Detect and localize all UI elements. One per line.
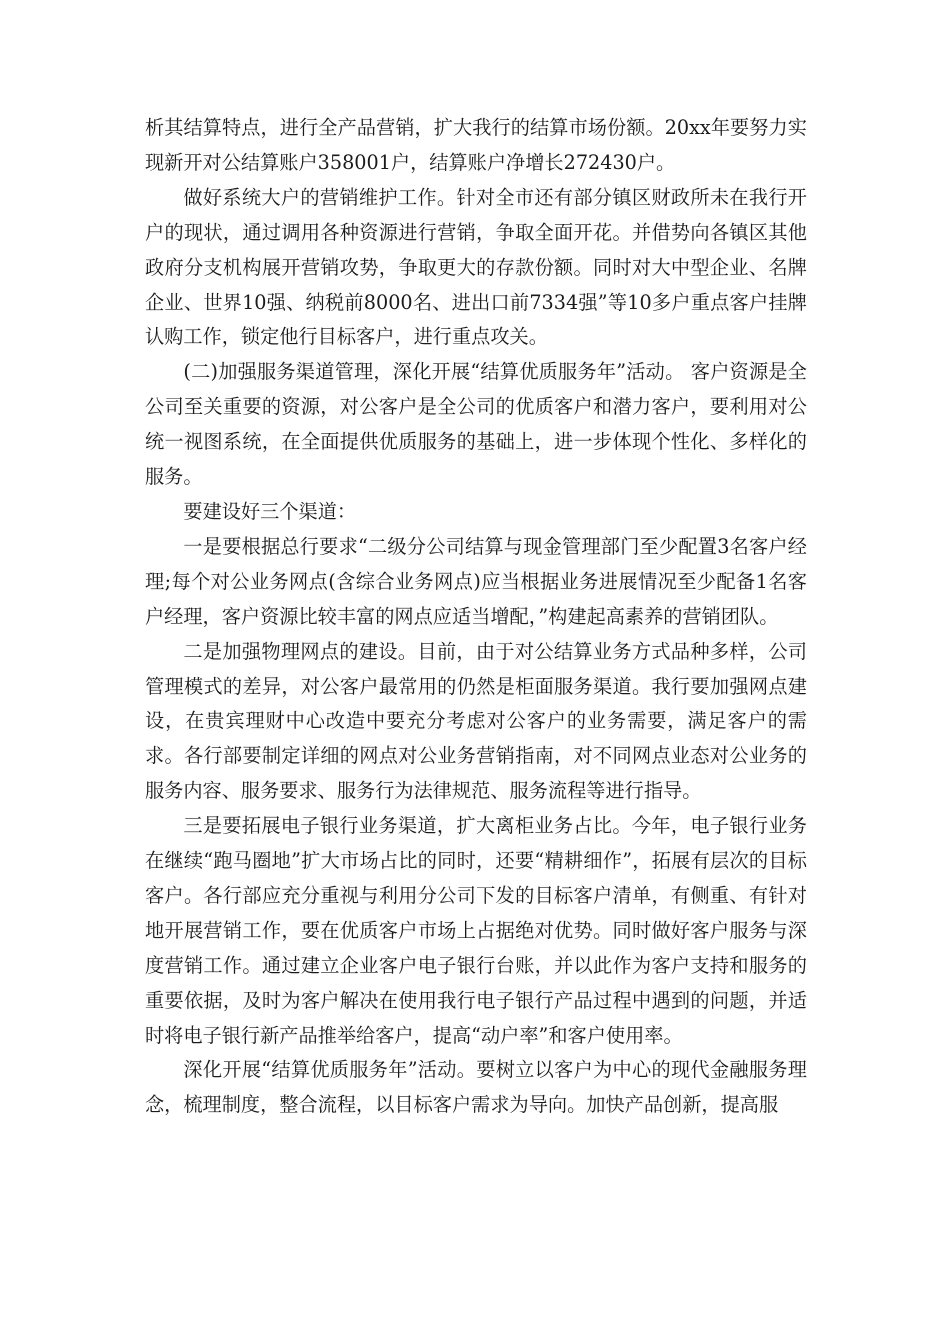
paragraph-5: 一是要根据总行要求“二级分公司结算与现金管理部门至少配置3名客户经理;每个对公业务网点(含综合业务网点)应当根据业务进展情况至少配备1名客户经理，客户资源比较丰富的网点应适当增配，”构建起高素养的营销团队。 <box>145 534 807 628</box>
paragraph-8: 深化开展“结算优质服务年”活动。要树立以客户为中心的现代金融服务理念，梳理制度，整合流程，以目标客户需求为导向。加快产品创新，提高服 <box>145 1058 807 1117</box>
paragraph-2: 做好系统大户的营销维护工作。针对全市还有部分镇区财政所未在我行开户的现状，通过调用各种资源进行营销，争取全面开花。并借势向各镇区其他政府分支机构展开营销攻势，争取更大的存款份额。同时对大中型企业、名牌企业、世界10强、纳税前8000名、进出口前7334强”等10多户重点客户挂牌认购工作，锁定他行目标客户，进行重点攻关。 <box>145 185 807 349</box>
paragraph-3: (二)加强服务渠道管理，深化开展“结算优质服务年”活动。 客户资源是全公司至关重要的资源，对公客户是全公司的优质客户和潜力客户，要利用对公统一视图系统，在全面提供优质服务的基础上，进一步体现个性化、多样化的服务。 <box>145 360 807 489</box>
paragraph-4: 要建设好三个渠道： <box>183 499 357 523</box>
paragraph-6: 二是加强物理网点的建设。目前，由于对公结算业务方式品种多样，公司管理模式的差异，对公客户最常用的仍然是柜面服务渠道。我行要加强网点建设，在贵宾理财中心改造中要充分考虑对公客户的业务需要，满足客户的需求。各行部要制定详细的网点对公业务营销指南，对不同网点业态对公业务的服务内容、服务要求、服务行为法律规范、服务流程等进行指导。 <box>145 639 807 803</box>
paragraph-1: 析其结算特点，进行全产品营销，扩大我行的结算市场份额。20xx年要努力实现新开对公结算账户358001户，结算账户净增长272430户。 <box>145 116 807 174</box>
paragraph-7: 三是要拓展电子银行业务渠道，扩大离柜业务占比。今年，电子银行业务在继续“跑马圈地”扩大市场占比的同时，还要“精耕细作”，拓展有层次的目标客户。各行部应充分重视与利用分公司下发的目标客户清单，有侧重、有针对地开展营销工作，要在优质客户市场上占据绝对优势。同时做好客户服务与深度营销工作。通过建立企业客户电子银行台账，并以此作为客户支持和服务的重要依据，及时为客户解决在使用我行电子银行产品过程中遇到的问题，并适时将电子银行新产品推举给客户，提高“动户率”和客户使用率。 <box>145 814 807 1047</box>
document-body <box>145 111 807 1123</box>
